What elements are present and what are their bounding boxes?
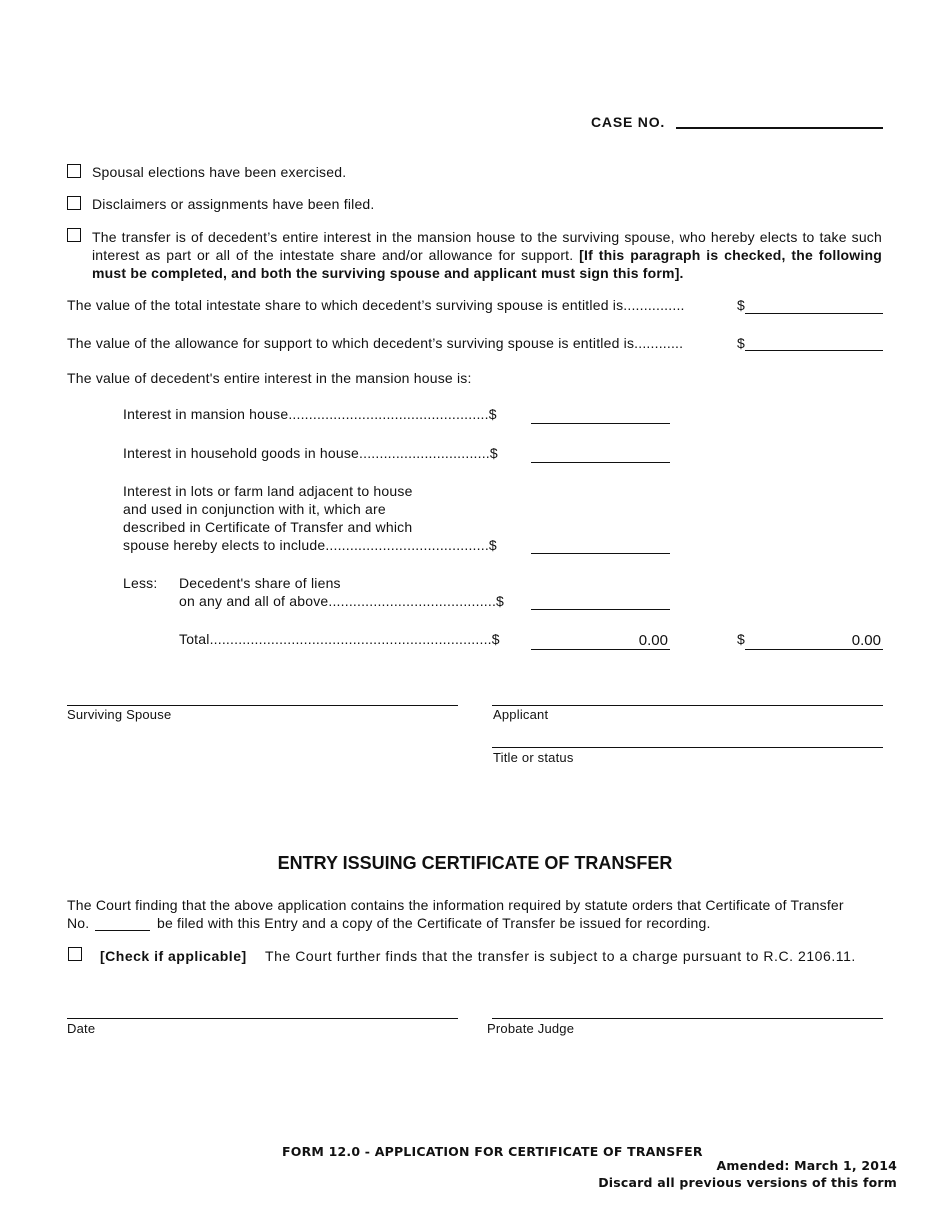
date-line[interactable] (67, 1018, 458, 1019)
charge-text: The Court further finds that the transfer is subject to a charge pursuant to R.C. 2106.11. (265, 948, 856, 964)
intestate-share-field[interactable] (745, 313, 883, 314)
entire-interest-label: The value of decedent's entire interest in the mansion house is: (67, 370, 472, 386)
form-title: FORM 12.0 - APPLICATION FOR CERTIFICATE OF TRANSFER (282, 1144, 703, 1159)
grand-total-dollar-sign: $ (737, 631, 745, 647)
transfer-mansion-checkbox[interactable] (67, 228, 81, 242)
spousal-elections-label: Spousal elections have been exercised. (92, 164, 347, 180)
discard-notice: Discard all previous versions of this form (598, 1175, 897, 1190)
transfer-instruction: [If this paragraph is checked, the following must be completed, and both the surviving spouse and applicant must sign this form]. (92, 247, 882, 281)
less-label: Less: (123, 575, 158, 591)
date-label: Date (67, 1021, 96, 1036)
mansion-house-field[interactable] (531, 423, 670, 424)
disclaimers-checkbox[interactable] (67, 196, 81, 210)
title-status-line[interactable] (492, 747, 883, 748)
title-status-label: Title or status (493, 750, 574, 765)
liens-line-1: Decedent's share of liens (179, 575, 341, 591)
lots-line-3: described in Certificate of Transfer and which (123, 519, 413, 535)
intestate-dollar-sign: $ (737, 297, 745, 313)
lots-line-2: and used in conjunction with it, which are (123, 501, 386, 517)
allowance-field[interactable] (745, 350, 883, 351)
applicant-label: Applicant (493, 707, 549, 722)
allowance-dollar-sign: $ (737, 335, 745, 351)
lots-field[interactable] (531, 553, 670, 554)
intestate-share-label: The value of the total intestate share to which decedent’s surviving spouse is entitled is............... (67, 297, 685, 313)
probate-judge-line[interactable] (492, 1018, 883, 1019)
mansion-house-label: Interest in mansion house.................................................$ (123, 406, 497, 422)
surviving-spouse-signature-line[interactable] (67, 705, 458, 706)
amended-date: Amended: March 1, 2014 (716, 1158, 897, 1173)
lots-line-4: spouse hereby elects to include........................................$ (123, 537, 497, 553)
total-field[interactable] (531, 649, 670, 650)
certificate-number-field[interactable] (95, 930, 150, 931)
transfer-mansion-paragraph (92, 228, 882, 282)
surviving-spouse-label: Surviving Spouse (67, 707, 172, 722)
finding-no-label: No. (67, 915, 90, 931)
charge-applicable-checkbox[interactable] (68, 947, 82, 961)
spousal-elections-checkbox[interactable] (67, 164, 81, 178)
grand-total-value: 0.00 (851, 632, 881, 649)
liens-field[interactable] (531, 609, 670, 610)
grand-total-field[interactable] (745, 649, 883, 650)
finding-line-1: The Court finding that the above application contains the information required by statute orders that Certificate of Transfer (67, 897, 844, 913)
household-goods-label: Interest in household goods in house................................$ (123, 445, 498, 461)
applicant-signature-line[interactable] (492, 705, 883, 706)
finding-line-2: be filed with this Entry and a copy of the Certificate of Transfer be issued for recording. (157, 915, 711, 931)
household-goods-field[interactable] (531, 462, 670, 463)
total-value: 0.00 (638, 632, 668, 649)
total-label: Total.....................................................................$ (179, 631, 500, 647)
check-applicable-label: [Check if applicable] (100, 948, 247, 964)
transfer-text: The transfer is of decedent’s entire interest in the mansion house to the surviving spouse, who hereby elects to take such interest as part or all of the intestate share and/or allowance for support. (92, 229, 882, 263)
case-no-field[interactable] (676, 127, 883, 129)
disclaimers-label: Disclaimers or assignments have been filed. (92, 196, 375, 212)
lots-line-1: Interest in lots or farm land adjacent to house (123, 483, 413, 499)
entry-title: ENTRY ISSUING CERTIFICATE OF TRANSFER (277, 853, 673, 873)
probate-judge-label: Probate Judge (487, 1021, 575, 1036)
liens-line-2: on any and all of above.........................................$ (179, 593, 505, 609)
allowance-label: The value of the allowance for support to which decedent’s surviving spouse is entitled is............ (67, 335, 684, 351)
case-no-label: CASE NO. (591, 114, 666, 130)
